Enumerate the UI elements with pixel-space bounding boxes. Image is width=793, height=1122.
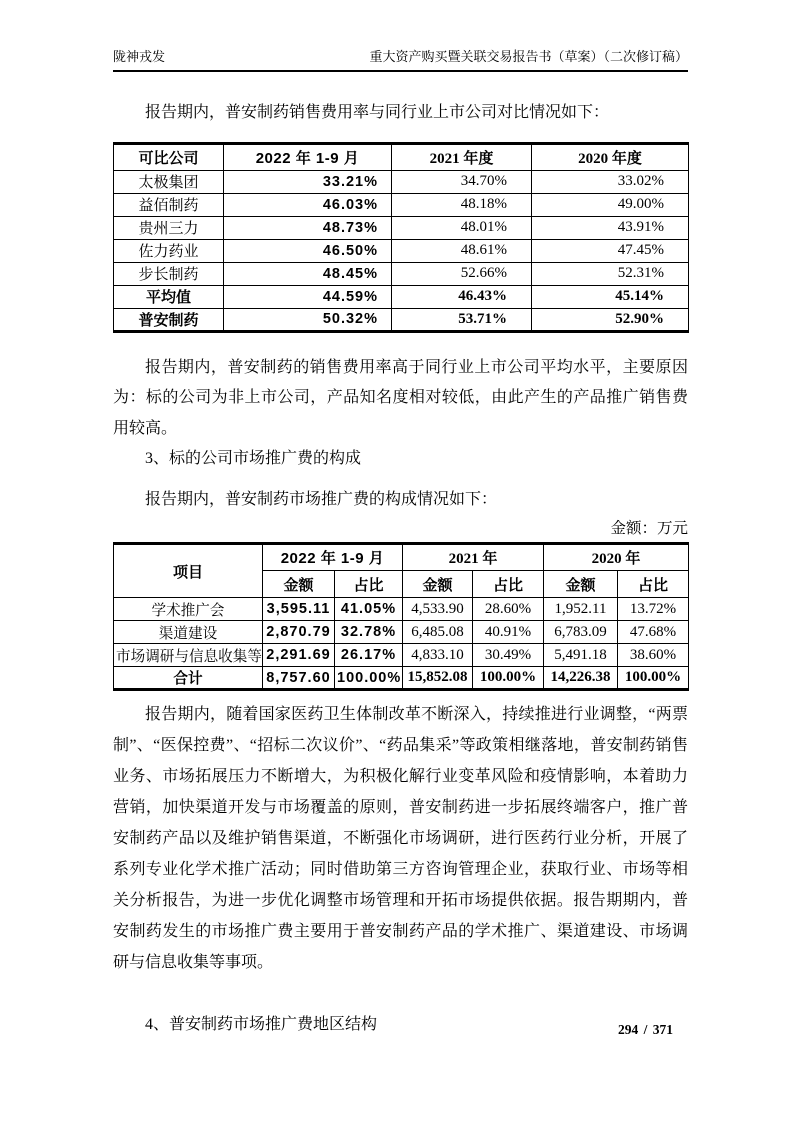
ratio-2022-cell: 100.00% [335,667,403,690]
value-2020-cell: 45.14% [532,285,689,308]
table-row [114,193,689,216]
group-header-2020: 2020 年 [544,544,689,571]
column-header-2021: 2021 年度 [392,143,532,170]
analysis-paragraph: 报告期内，普安制药的销售费用率高于同行业上市公司平均水平，主要原因为：标的公司为非上市公司，产品知名度相对较低，由此产生的产品推广销售费用较高。 [113,358,688,437]
sub-header-ratio-2020: 占比 [618,571,689,598]
column-header-item: 项目 [114,544,263,598]
amount-2020-cell: 1,952.11 [544,598,618,621]
item-name-cell: 合计 [114,667,263,690]
amount-2021-cell: 4,833.10 [403,644,473,667]
value-2020-cell: 33.02% [532,170,689,193]
ratio-2022-cell: 26.17% [335,644,403,667]
value-2020-cell: 52.31% [532,262,689,285]
item-name-cell: 渠道建设 [114,621,263,644]
value-2021-cell: 34.70% [392,170,532,193]
company-name-cell: 贵州三力 [114,216,224,239]
value-2020-cell: 52.90% [532,308,689,331]
value-2022-cell: 48.45% [224,262,392,285]
table-group-header-row [114,544,689,571]
value-2021-cell: 48.18% [392,193,532,216]
company-name-cell: 普安制药 [114,308,224,331]
sales-expense-ratio-comparison-table [113,142,689,333]
ratio-2021-cell: 30.49% [473,644,544,667]
company-name-cell: 平均值 [114,285,224,308]
sub-header-amount-2021: 金额 [403,571,473,598]
average-row [114,285,689,308]
ratio-2020-cell: 13.72% [618,598,689,621]
item-name-cell: 学术推广会 [114,598,263,621]
running-header [113,46,688,72]
value-2021-cell: 46.43% [392,285,532,308]
amount-2020-cell: 5,491.18 [544,644,618,667]
amount-2022-cell: 8,757.60 [263,667,335,690]
section-heading-4: 4、普安制药市场推广费地区结构 [145,1016,378,1033]
ratio-2022-cell: 32.78% [335,621,403,644]
sub-header-amount-2020: 金额 [544,571,618,598]
table-row [114,598,689,621]
value-2021-cell: 48.61% [392,239,532,262]
group-header-2021: 2021 年 [403,544,544,571]
table-row [114,644,689,667]
amount-2022-cell: 2,291.69 [263,644,335,667]
amount-2022-cell: 2,870.79 [263,621,335,644]
table-row [114,621,689,644]
ratio-2020-cell: 47.68% [618,621,689,644]
value-2021-cell: 52.66% [392,262,532,285]
column-header-company: 可比公司 [114,143,224,170]
amount-2020-cell: 6,783.09 [544,621,618,644]
column-header-2020: 2020 年度 [532,143,689,170]
page-number: 294 / 371 [617,1022,673,1037]
target-company-row [114,308,689,331]
unit-label: 金额：万元 [610,520,688,537]
sub-header-amount-2022: 金额 [263,571,335,598]
value-2022-cell: 44.59% [224,285,392,308]
ratio-2021-cell: 40.91% [473,621,544,644]
total-row [114,667,689,690]
value-2022-cell: 46.03% [224,193,392,216]
company-name-cell: 佐力药业 [114,239,224,262]
value-2021-cell: 53.71% [392,308,532,331]
amount-2022-cell: 3,595.11 [263,598,335,621]
value-2022-cell: 50.32% [224,308,392,331]
policy-paragraph: 报告期内，随着国家医药卫生体制改革不断深入，持续推进行业调整，“两票制”、“医保控费”、“招标二次议价”、“药品集采”等政策相继落地，普安制药销售业务、市场拓展压力不断增大，为积极化解行业变革风险和疫情影响，本着助力营销，加快渠道开发与市场覆盖的原则，普安制药进一步拓展终端客户，推广普安制药产品以及维护销售渠道，不断强化市场调研，进行医药行业分析，开展了系列专业化学术推广活动；同时借助第三方咨询管理企业，获取行业、市场等相关分析报告，为进一步优化调整市场管理和开拓市场提供依据。报告期期内，普安制药发生的市场推广费主要用于普安制药产品的学术推广、渠道建设、市场调研与信息收集等事项。 [113,706,688,971]
value-2020-cell: 49.00% [532,193,689,216]
sub-header-ratio-2021: 占比 [473,571,544,598]
table-header-row [114,143,689,170]
value-2020-cell: 47.45% [532,239,689,262]
company-name-cell: 步长制药 [114,262,224,285]
table-row [114,239,689,262]
value-2022-cell: 46.50% [224,239,392,262]
amount-2021-cell: 4,533.90 [403,598,473,621]
ratio-2021-cell: 100.00% [473,667,544,690]
table-row [114,170,689,193]
company-name-cell: 益佰制药 [114,193,224,216]
header-report-title: 重大资产购买暨关联交易报告书（草案）（二次修订稿） [369,49,688,64]
value-2021-cell: 48.01% [392,216,532,239]
amount-2021-cell: 6,485.08 [403,621,473,644]
company-name-cell: 太极集团 [114,170,224,193]
intro-paragraph: 报告期内，普安制药销售费用率与同行业上市公司对比情况如下： [145,104,610,121]
ratio-2022-cell: 41.05% [335,598,403,621]
promotion-fee-composition-table [113,542,689,691]
item-name-cell: 市场调研与信息收集等 [114,644,263,667]
sub-header-ratio-2022: 占比 [335,571,403,598]
ratio-2020-cell: 100.00% [618,667,689,690]
group-header-2022: 2022 年 1-9 月 [263,544,403,571]
column-header-2022: 2022 年 1-9 月 [224,143,392,170]
table2-intro-paragraph: 报告期内，普安制药市场推广费的构成情况如下： [145,490,498,508]
section-heading-3: 3、标的公司市场推广费的构成 [145,450,362,467]
value-2022-cell: 33.21% [224,170,392,193]
table-row [114,262,689,285]
header-company-short-name: 陇神戎发 [113,49,166,64]
table-row [114,216,689,239]
value-2020-cell: 43.91% [532,216,689,239]
page-content [113,46,688,1041]
amount-2020-cell: 14,226.38 [544,667,618,690]
value-2022-cell: 48.73% [224,216,392,239]
ratio-2020-cell: 38.60% [618,644,689,667]
ratio-2021-cell: 28.60% [473,598,544,621]
amount-2021-cell: 15,852.08 [403,667,473,690]
